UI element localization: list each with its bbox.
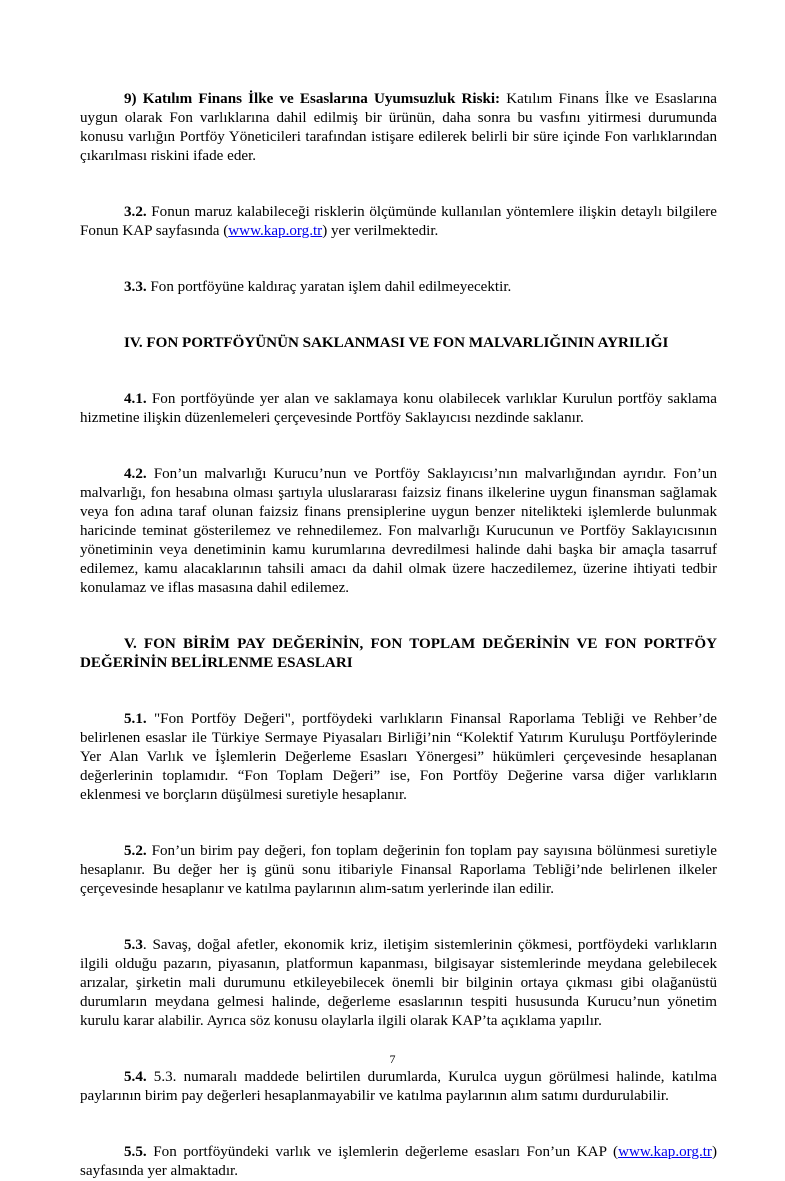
paragraph-text: "Fon Portföy Değeri", portföydeki varlıkların Finansal Raporlama Tebliği ve Rehber’de belirlenen esaslar ile Türkiye Sermaye Piyasaları Birliği’nin “Kolektif Yatırım Kuruluşu Portföylerinde Yer Alan Varlık ve İşlemlerin Değerleme Esasları Yönergesi” hükümleri çerçevesinde hesaplanan değerlerinin toplamıdır. “Fon Toplam Değeri” ise, Fon Portföy Değerine varsa diğer varlıkların eklenmesi ve borçların düşülmesi suretiyle hesaplanır. [80,711,717,803]
paragraph-text: 5.3. numaralı maddede belirtilen durumlarda, Kurulca uygun görülmesi halinde, katılma paylarının birim pay değerleri hesaplanmayabilir ve katılma paylarının alım satımı durdurulabilir. [80,1069,717,1104]
paragraph-4-1 [80,390,717,428]
spacer [80,1106,717,1125]
paragraph-text: Fonun maruz kalabileceği risklerin ölçümünde kullanılan yöntemlere ilişkin detaylı bilgilere Fonun KAP sayfasında ( [80,204,717,239]
paragraph-label: 4.1. [124,391,147,407]
page-number: 7 [389,1052,396,1066]
spacer [80,918,717,936]
spacer [80,692,717,710]
spacer [80,1125,717,1143]
paragraph-text: Fon’un birim pay değeri, fon toplam değerinin fon toplam pay sayısına bölünmesi suretiyle hesaplanır. Bu değer her iş günü sonu itibariyle Finansal Raporlama Tebliği’nde belirlenen ilkeler çerçevesinde hesaplanır ve katılma paylarının alım-satım yerlerinde ilan edilir. [80,843,717,897]
spacer [80,1031,717,1050]
spacer [80,260,717,278]
spacer [80,673,717,692]
paragraph-3-3 [80,278,717,297]
spacer [80,166,717,185]
spacer [80,185,717,203]
paragraph-5-1 [80,710,717,805]
spacer [80,899,717,918]
spacer [80,297,717,316]
paragraph-text: Fon portföyüne kaldıraç yaratan işlem dahil edilmeyecektir. [146,279,512,295]
section-heading-iv: IV. FON PORTFÖYÜNÜN SAKLANMASI VE FON MALVARLIĞININ AYRILIĞI [124,335,669,351]
paragraph-text: . Savaş, doğal afetler, ekonomik kriz, iletişim sistemlerinin çökmesi, portföydeki varlıkların ilgili olduğu pazarın, piyasanın, platformun kapanması, bilgisayar sistemlerinde meydana gelebilecek arızalar, şirketin mali durumunu etkileyebilecek önemli bir bilginin ortaya çıkması gibi olağanüstü durumların meydana gelmesi halinde, değerleme esaslarının tespiti hususunda Kurucu’nun yönetim kurulu karar alabilir. Ayrıca söz konusu olaylarla ilgili olarak KAP’ta açıklama yapılır. [80,937,717,1029]
paragraph-5-3 [80,936,717,1031]
paragraph-text: Fon portföyünde yer alan ve saklamaya konu olabilecek varlıklar Kurulun portföy saklama hizmetine ilişkin düzenlemeleri çerçevesinde Portföy Saklayıcısı nezdinde saklanır. [80,391,717,426]
spacer [80,428,717,447]
kap-link[interactable]: www.kap.org.tr [618,1144,712,1160]
spacer [80,447,717,465]
paragraph-text: Fon portföyündeki varlık ve işlemlerin değerleme esasları Fon’un KAP [146,1144,614,1160]
document-page [80,90,717,1181]
paragraph-text: Katılım Finans İlke ve Esaslarına uygun olarak Fon varlıklarına dahil edilmiş bir ürünün, daha sonra bu vasfını yitirmesi durumunda konusu varlığın Portföy Yöneticileri tarafından istişare edilerek belirli bir süre içinde Fon varlıklarından çıkarılması riskini ifade eder. [80,91,717,164]
paragraph-text: Fon’un malvarlığı Kurucu’nun ve Portföy Saklayıcısı’nın malvarlığından ayrıdır. Fon’un malvarlığı, fon hesabına olması şartıyla uluslararası faizsiz finans ilkelerine uygun finansman sağlamak veya fon adına taraf olunan faizsiz finans prensiplerine uygun benzer nitelikteki işlemlerde bulunmak haricinde teminat gösterilemez ve rehnedilemez. Fon malvarlığı Kurucunun ve Portföy Saklayıcısının yönetiminin veya denetiminin kamu kurumlarına devredilmesi halinde dahi başka bir amaçla tasarruf edilemez, kamu alacaklarının tahsili amacı da dahil olmak üzere haczedilemez, üzerine ihtiyati tedbir konulamaz ve iflas masasına dahil edilemez. [80,466,717,596]
spacer [80,316,717,334]
paragraph-text: ) sayfasında yer almaktadır. [80,1144,717,1179]
paragraph-3-2 [80,203,717,241]
spacer [80,241,717,260]
paragraph-5-2 [80,842,717,899]
spacer [80,372,717,390]
paragraph-label: 5.3 [124,937,143,953]
spacer [80,824,717,842]
paragraph-label: 9) Katılım Finans İlke ve Esaslarına Uyumsuzluk Riski: [124,91,501,107]
paragraph-5-5 [80,1143,717,1181]
paragraph-label: 4.2. [124,466,147,482]
paragraph-label: 3.3. [124,279,147,295]
spacer [80,353,717,372]
spacer [80,805,717,824]
paragraph-5-4 [80,1068,717,1106]
kap-link[interactable]: www.kap.org.tr [228,223,323,239]
section-heading-v: V. FON BİRİM PAY DEĞERİNİN, FON TOPLAM DEĞERİNİN VE FON PORTFÖY DEĞERİNİN BELİRLENME ESASLARI [80,636,717,671]
paragraph-text: ) yer verilmektedir. [322,223,439,239]
paragraph-label: 5.4. [124,1069,147,1085]
spacer [80,598,717,617]
paragraph-9-participation-finance-risk [80,90,717,166]
paragraph-label: 3.2. [124,204,147,220]
spacer [80,617,717,635]
paragraph-label: 5.5. [124,1144,147,1160]
paragraph-label: 5.1. [124,711,147,727]
paragraph-text: ( [613,1144,619,1160]
paragraph-label: 5.2. [124,843,147,859]
paragraph-4-2 [80,465,717,598]
